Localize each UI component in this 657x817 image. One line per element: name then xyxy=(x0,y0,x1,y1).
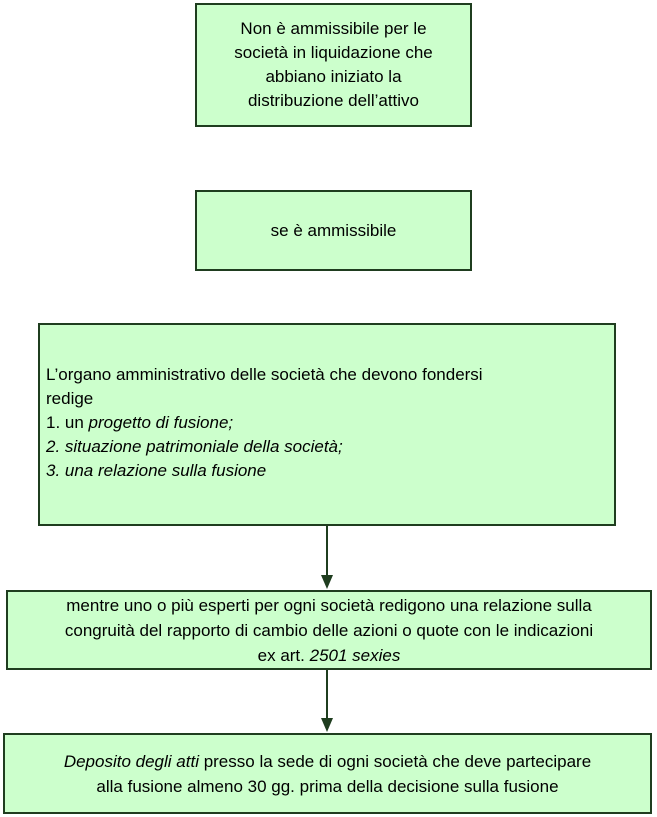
box3-item-2: 2. situazione patrimoniale della società; xyxy=(46,437,343,456)
box4-line3-prefix: ex art. xyxy=(257,645,310,665)
box3-item-3: 3. una relazione sulla fusione xyxy=(46,461,267,480)
box3-item-1-italic: progetto di fusione; xyxy=(88,413,234,432)
box3-intro-line: L’organo amministrativo delle società che devono fondersi xyxy=(46,365,483,384)
arrow-box3-to-box4-head xyxy=(321,575,333,589)
box1-line: distribuzione dell’attivo xyxy=(247,91,420,110)
box3-item-1-prefix: 1. un xyxy=(46,413,89,432)
box4-line3-italic: 2501 sexies xyxy=(309,645,401,665)
box4-line: mentre uno o più esperti per ogni società redigono una relazione sulla xyxy=(66,595,592,615)
box1-line: abbiano iniziato la xyxy=(265,67,402,86)
box5-line1-italic: Deposito degli atti xyxy=(63,751,199,771)
arrow-box4-to-box5-head xyxy=(321,718,333,732)
box1-line: Non è ammissibile per le xyxy=(240,19,427,38)
box1-line: società in liquidazione che xyxy=(234,43,433,62)
box5-line-2: alla fusione almeno 30 gg. prima della decisione sulla fusione xyxy=(96,776,559,796)
box-admissible-text: se è ammissibile xyxy=(270,220,397,240)
box4-line: congruità del rapporto di cambio delle azioni o quote con le indicazioni xyxy=(64,620,594,640)
box5-line1-rest: presso la sede di ogni società che deve partecipare xyxy=(198,751,592,771)
box3-intro-line: redige xyxy=(46,389,94,408)
